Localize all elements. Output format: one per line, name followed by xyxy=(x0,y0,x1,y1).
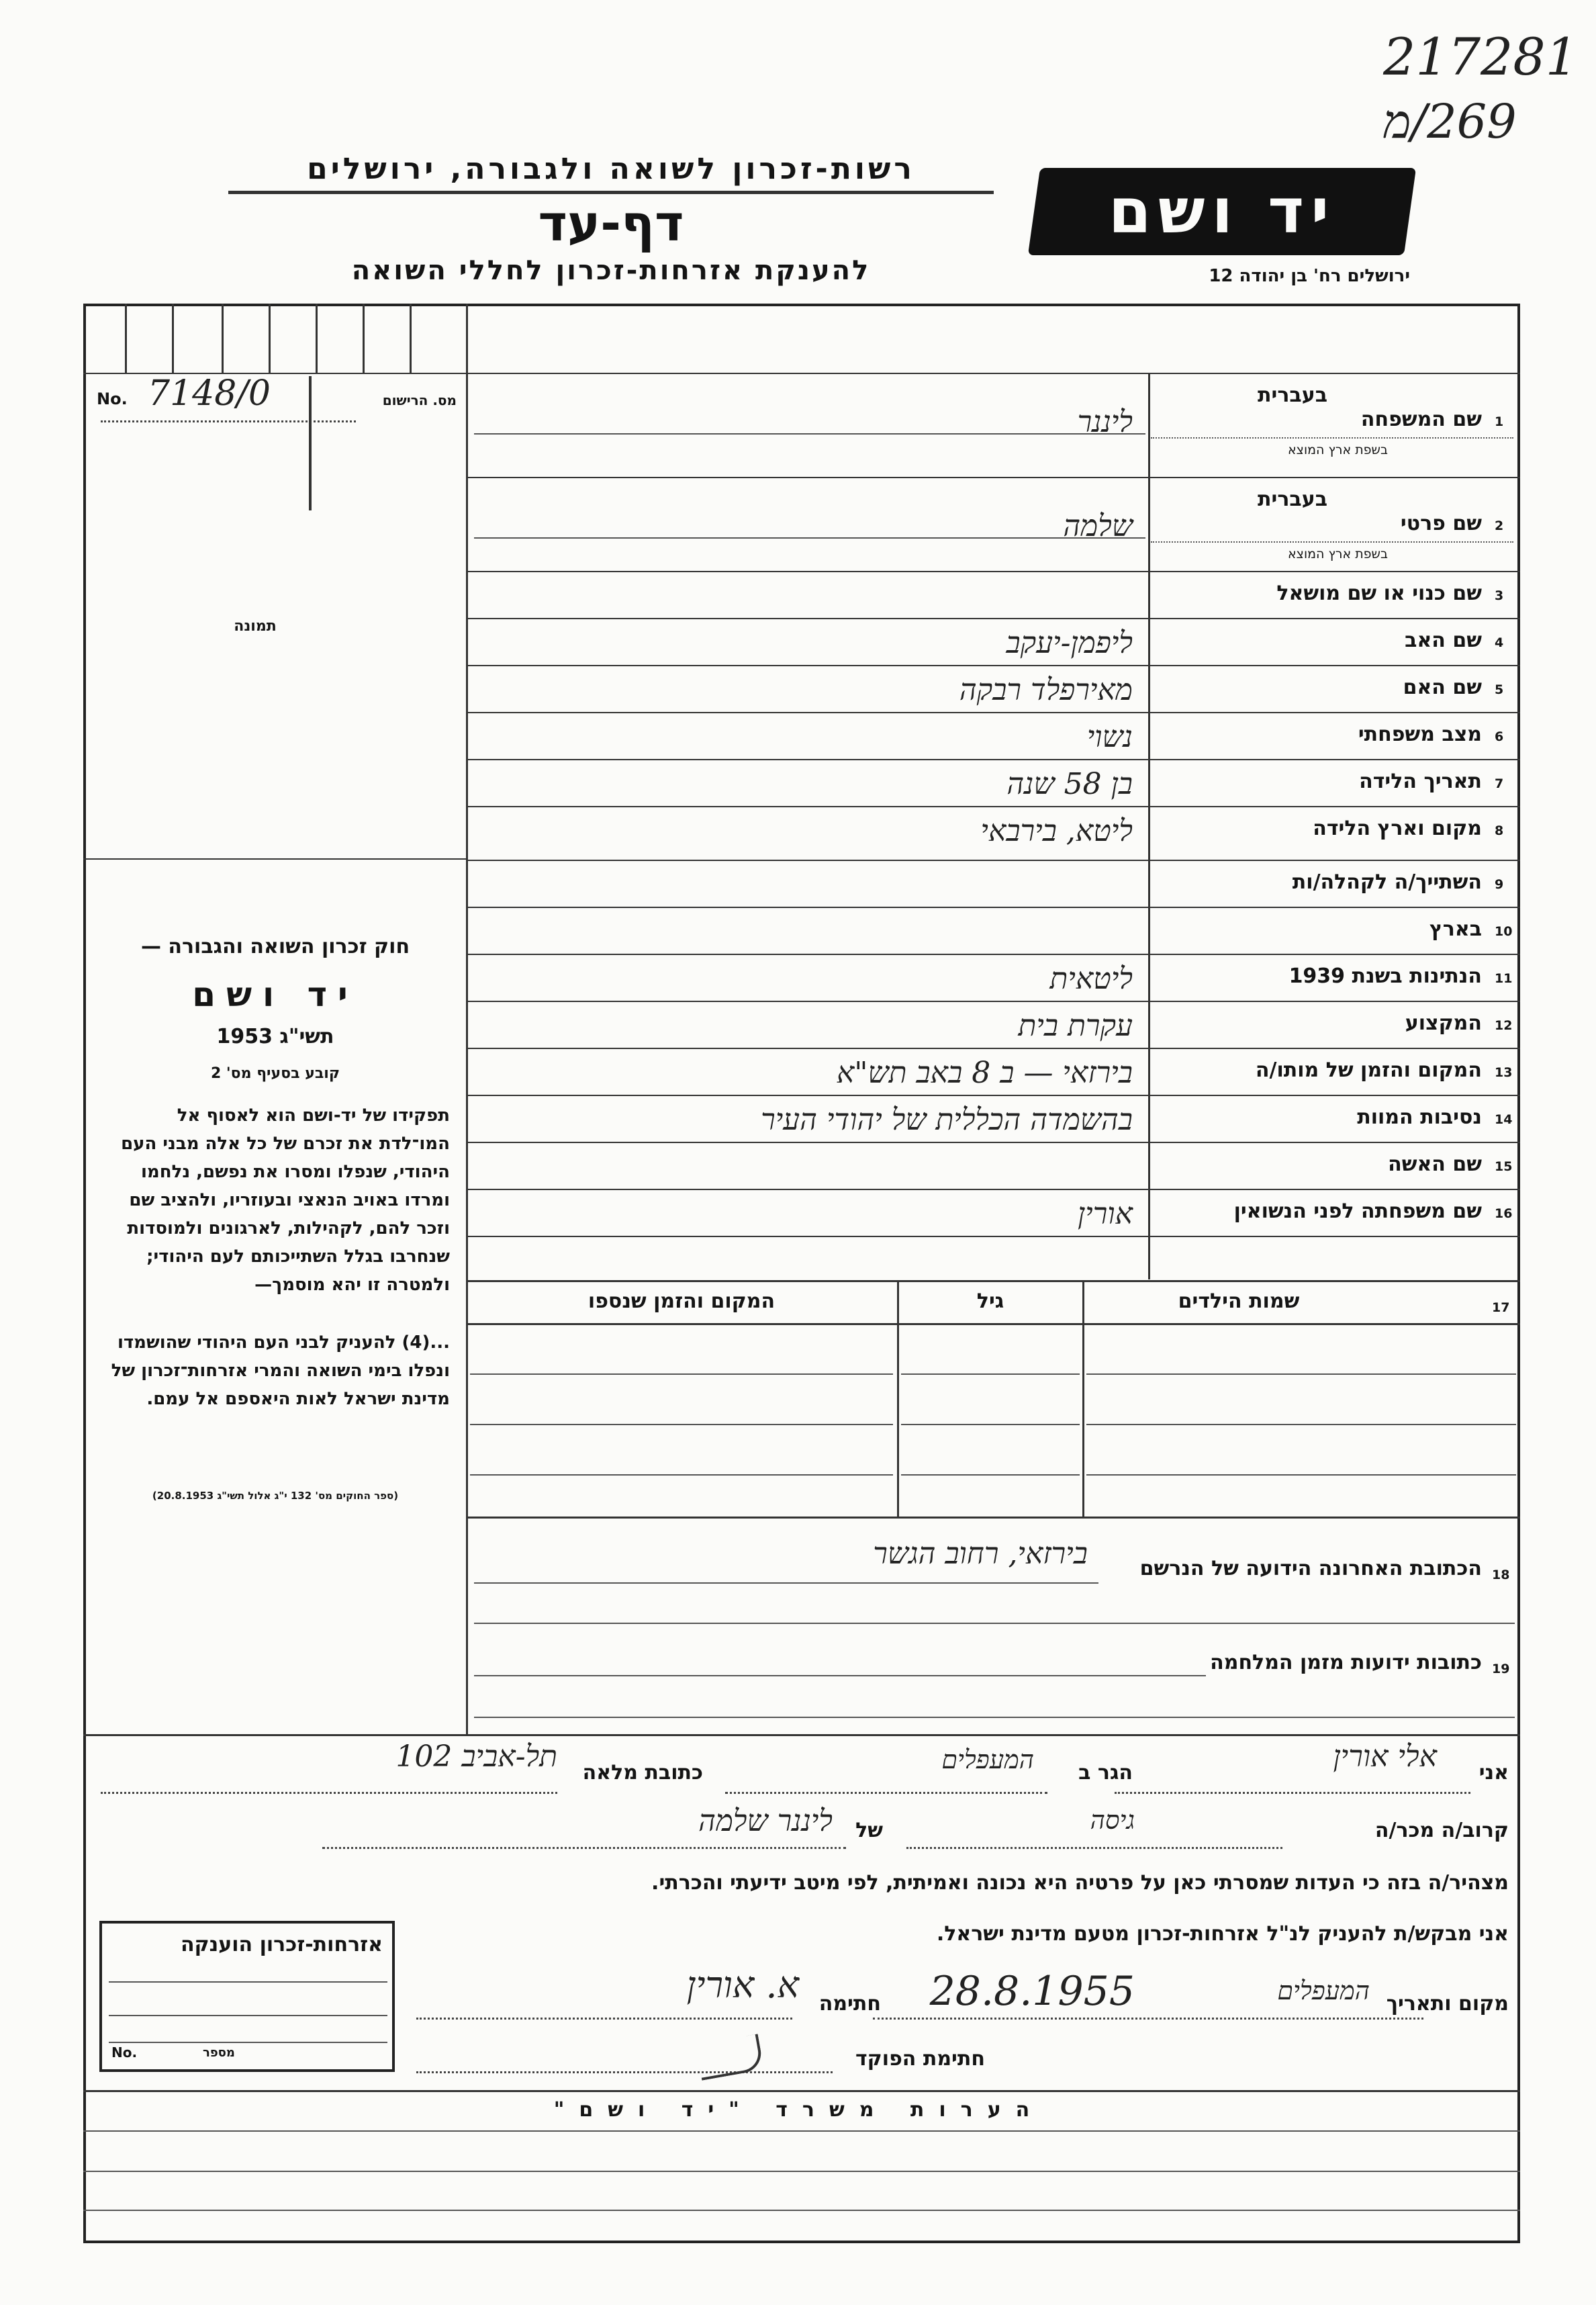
field-number-4: 4 xyxy=(1495,635,1504,650)
field-8-value: ליטא, בירבאי xyxy=(980,814,1133,848)
date-value: 28.8.1955 xyxy=(929,1968,1135,2015)
field-number-6: 6 xyxy=(1495,729,1504,744)
full-address-label: כתובת מלאה xyxy=(582,1761,703,1784)
field-10-label: בארץ xyxy=(1429,917,1482,941)
field-14-value: בהשמדה הכללית של יהודי העיר xyxy=(761,1103,1133,1137)
relation-value: גיסה xyxy=(1090,1805,1135,1835)
field-14-label: נסיבות המוות xyxy=(1357,1105,1482,1129)
labels-divider xyxy=(1148,373,1150,1279)
field-1-sub-label: בשפת ארץ המוצא xyxy=(1287,443,1388,457)
signature-value: א. אורין xyxy=(686,1964,799,2006)
resides-value: המעפלים xyxy=(941,1745,1034,1774)
field-2-label: שם פרטי xyxy=(1400,512,1482,535)
field-13-value: בירזאי — ב 8 באב תש"א xyxy=(836,1056,1133,1090)
place-value: המעפלים xyxy=(1277,1976,1370,2005)
field-3-label: שם כנוי או שם מושאל xyxy=(1276,582,1482,605)
declarant-name: אלי אורין xyxy=(1333,1739,1437,1774)
field-1-label: שם המשפחה xyxy=(1360,408,1482,431)
field-number-8: 8 xyxy=(1495,823,1504,838)
field-7-value: בן 58 שנה xyxy=(1006,767,1133,801)
stamp-number-label: מספר xyxy=(203,2046,235,2060)
field-12-label: המקצוע xyxy=(1405,1011,1482,1035)
field-number-11: 11 xyxy=(1495,971,1513,986)
last-address-value: בירזאי, רחוב הגשר xyxy=(873,1537,1088,1571)
declarant-i-label: אני xyxy=(1478,1761,1509,1784)
full-address-value: תל-אביב 102 xyxy=(395,1739,557,1774)
field-13-label: המקום והזמן של מותו/ה xyxy=(1255,1058,1482,1082)
field-6-value: נשוי xyxy=(1086,720,1133,754)
law-text-clause-4: ...(4) להעניק לבני העם היהודי שהושמדו ונפלו בימי השואה והמרי אזרחות־זכרון של מדינת ישראל לאות היאספם אל עמם. xyxy=(111,1332,450,1409)
field-9-label: השתייך/ה לקהלה/ות xyxy=(1292,870,1482,894)
field-16-value: אורין xyxy=(1077,1197,1133,1231)
field-6-label: מצב משפחתי xyxy=(1358,723,1482,746)
law-clause: קובע בסעיף מס' 2 xyxy=(210,1065,340,1082)
reg-value: 7148/0 xyxy=(148,373,271,414)
field-1-value: ליננר xyxy=(1077,405,1133,439)
children-place-header: המקום והזמן שנספו xyxy=(588,1290,776,1313)
declaration-statement-2: אני מבקש/ת להעניק לנ"ל אזרחות-זכרון מטעם מדינת ישראל. xyxy=(936,1922,1509,1946)
field-number-17: 17 xyxy=(1492,1300,1510,1315)
field-16-label: שם משפחתה לפני הנשואין xyxy=(1233,1200,1482,1223)
field-number-7: 7 xyxy=(1495,776,1504,791)
field-2-sub-label: בשפת ארץ המוצא xyxy=(1287,547,1388,561)
form-title: דף-עד xyxy=(538,195,684,253)
field-15-label: שם האשה xyxy=(1388,1152,1482,1176)
resides-label: הגר ב xyxy=(1078,1761,1133,1784)
declaration-statement-1: מצהיר/ה בזה כי העדות שמסרתי כאן על פרטיה היא נכונה ואמיתית, לפי מיטב ידיעתי והכרתי. xyxy=(651,1871,1509,1895)
field-number-3: 3 xyxy=(1495,588,1504,603)
field-number-12: 12 xyxy=(1495,1018,1513,1033)
form-subtitle: להענקת אזרחות-זכרון לחללי השואה xyxy=(351,255,871,286)
field-4-label: שם האב xyxy=(1405,629,1482,652)
field-number-5: 5 xyxy=(1495,682,1504,697)
reg-label: מס. הרישום xyxy=(382,392,457,408)
field-5-value: מאירפלד רבקה xyxy=(959,673,1133,707)
of-label: של xyxy=(855,1819,883,1842)
field-number-2: 2 xyxy=(1495,518,1504,533)
citizenship-granted-title: אזרחות-זכרון הוענקה xyxy=(180,1933,383,1956)
office-notes-label: הערות משרד "יד ושם" xyxy=(553,2098,1045,2122)
reg-no-prefix: No. xyxy=(97,390,128,408)
field-2-hebrew-tag: בעברית xyxy=(1258,488,1327,511)
field-number-1: 1 xyxy=(1495,414,1504,429)
law-title: חוק זכרון השואה והגבורה — xyxy=(140,935,410,958)
field-4-value: ליפמן-יעקב xyxy=(1006,626,1133,660)
citizenship-granted-box xyxy=(99,1921,395,2072)
field-number-19: 19 xyxy=(1492,1662,1510,1676)
registration-box xyxy=(87,373,463,423)
of-value: ליננר שלמה xyxy=(698,1804,833,1838)
field-11-label: הנתינות בשנת 1939 xyxy=(1288,964,1482,988)
field-5-label: שם האם xyxy=(1403,676,1482,699)
field-2-value: שלמה xyxy=(1063,509,1133,543)
law-reference: (ספר החוקים מס' 132 י"ג אלול תשי"ג 20.8.1953) xyxy=(152,1490,399,1502)
field-number-9: 9 xyxy=(1495,877,1504,892)
logo-address: ירושלים רח' בן יהודה 12 xyxy=(1209,266,1410,286)
field-8-label: מקום וארץ הלידה xyxy=(1313,817,1482,840)
field-number-16: 16 xyxy=(1495,1206,1513,1221)
children-age-header: גיל xyxy=(976,1290,1004,1313)
field-12-value: עקרת בית xyxy=(1018,1009,1133,1043)
field-11-value: ליטאית xyxy=(1049,962,1133,996)
law-text: תפקידו של יד-ושם הוא לאסוף אל המו־לדת את זכרם של כל אלה מבני העם היהודי, שנפלו ומסרו את נפשם, נלחמו ומרדו באויב הנאצי ובעוזריו, ולהציב שם וזכר להם, לקהילות, לארגונים ולמוסדות שנחרבו בגלל השתייכותם לעם היהודי; ולמטרה זו יהא מוסמך— xyxy=(121,1105,450,1295)
field-number-15: 15 xyxy=(1495,1159,1513,1174)
relation-label: קרוב/ה מכר/ה xyxy=(1374,1819,1509,1842)
wartime-addresses-label: כתובות ידועות מזמן המלחמה xyxy=(1210,1651,1482,1674)
place-date-label: מקום ותאריך xyxy=(1386,1992,1509,2016)
officer-signature-label: חתימת הפוקד xyxy=(855,2047,985,2071)
photo-label: תמונה xyxy=(234,618,277,635)
field-number-13: 13 xyxy=(1495,1065,1513,1080)
stamp-no-prefix: No. xyxy=(111,2044,138,2061)
field-number-18: 18 xyxy=(1492,1568,1510,1582)
law-name: יד ושם xyxy=(192,975,359,1014)
yad-vashem-logo: יד ושם xyxy=(1028,168,1416,255)
last-address-label: הכתובת האחרונה הידועה של הנרשם xyxy=(1139,1557,1482,1580)
field-number-10: 10 xyxy=(1495,924,1513,939)
children-names-header: שמות הילדים xyxy=(1178,1290,1300,1313)
archive-sub-number: 269/מ xyxy=(1383,94,1517,149)
authority-name: רשות-זכרון לשואה ולגבורה, ירושלים xyxy=(307,152,915,186)
field-7-label: תאריך הלידה xyxy=(1359,770,1482,793)
field-number-14: 14 xyxy=(1495,1112,1513,1127)
law-year: תשי"ג 1953 xyxy=(216,1025,334,1048)
archive-number: 217281 xyxy=(1383,27,1579,87)
panel-divider xyxy=(466,304,468,1734)
field-1-hebrew-tag: בעברית xyxy=(1258,383,1327,407)
signature-label: חתימה xyxy=(818,1992,881,2016)
